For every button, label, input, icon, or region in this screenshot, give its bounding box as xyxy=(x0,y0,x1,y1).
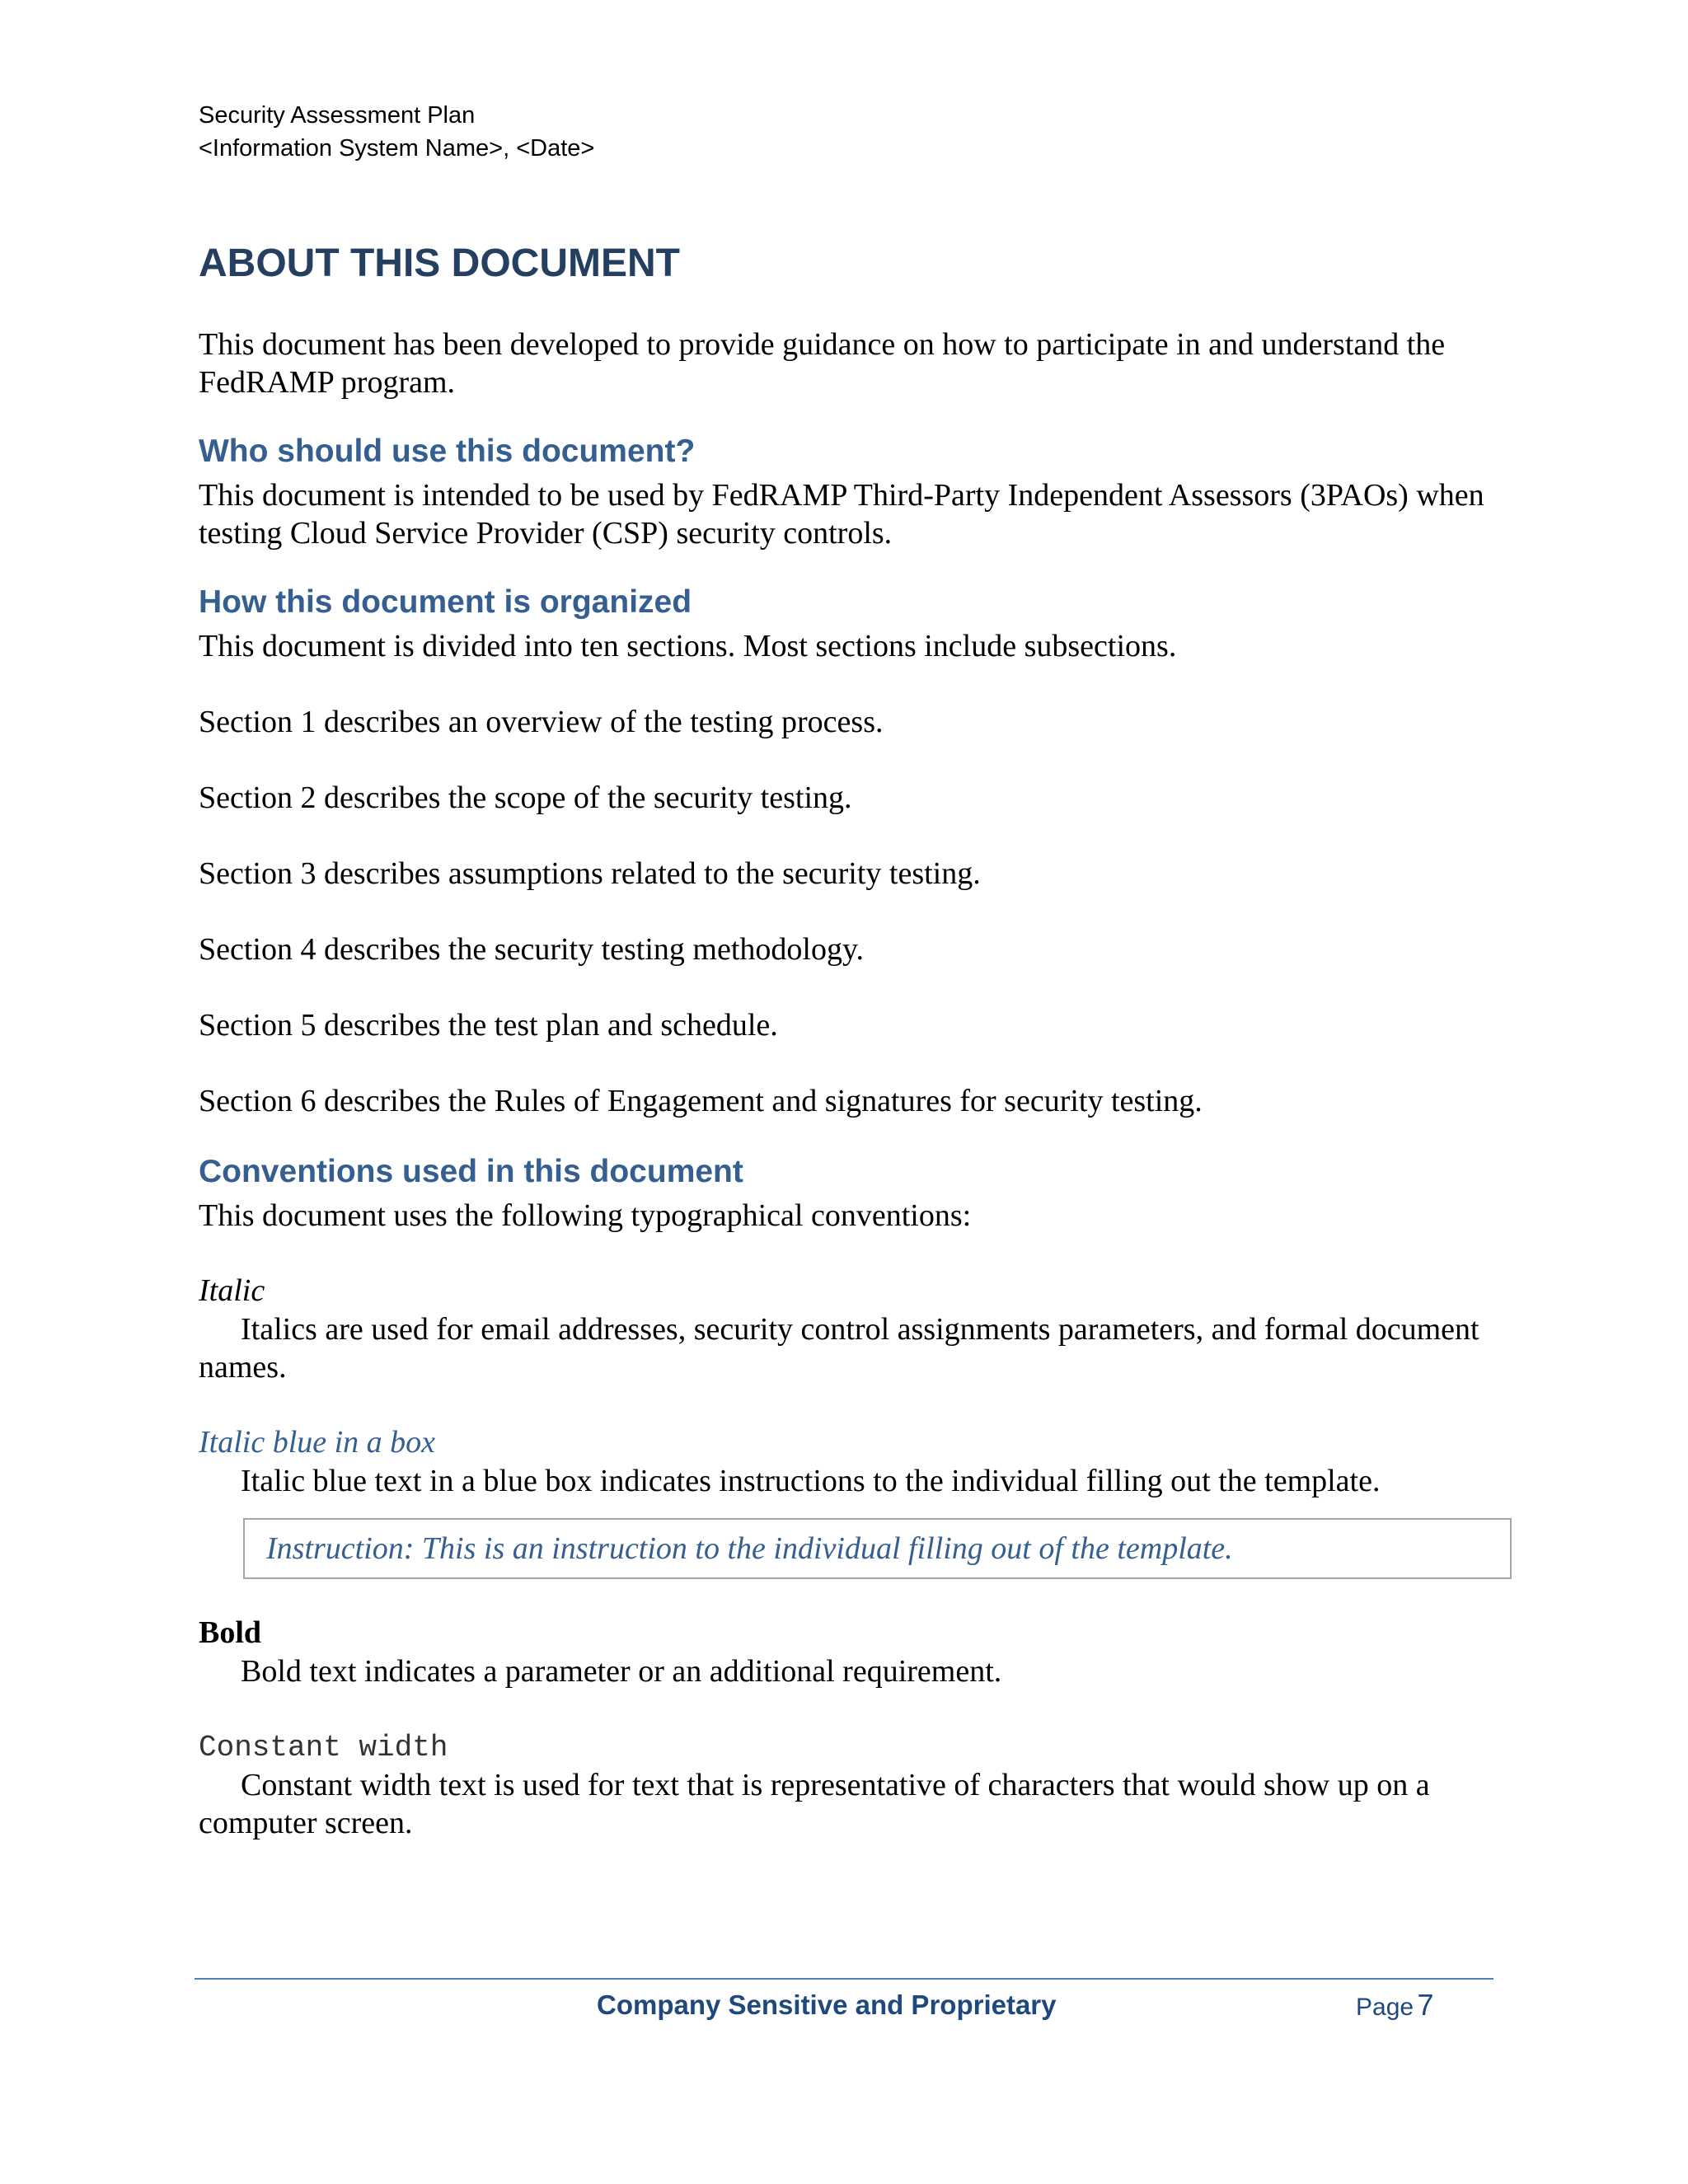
page-label: Page xyxy=(1356,1994,1414,2021)
section-line: Section 5 describes the test plan and schedule. xyxy=(199,1008,778,1043)
convention-blue-desc: Italic blue text in a blue box indicates instructions to the individual filling out the template. xyxy=(241,1464,1381,1498)
heading-who-should-use: Who should use this document? xyxy=(199,434,696,469)
instruction-box: Instruction: This is an instruction to the individual filling out of the template. xyxy=(243,1518,1512,1579)
section-line: Section 2 describes the scope of the security testing. xyxy=(199,780,852,815)
section-line: Section 6 describes the Rules of Engagement and signatures for security testing. xyxy=(199,1084,1203,1118)
footer-divider xyxy=(195,1978,1493,1980)
organized-intro: This document is divided into ten sections. Most sections include subsections. xyxy=(199,629,1177,663)
page-title: ABOUT THIS DOCUMENT xyxy=(199,241,680,285)
convention-blue-term: Italic blue in a box xyxy=(199,1425,436,1460)
section-line: Section 1 describes an overview of the testing process. xyxy=(199,705,884,739)
convention-bold-term: Bold xyxy=(199,1615,262,1650)
running-header-subtitle: <Information System Name>, <Date> xyxy=(199,135,595,162)
convention-mono-desc: Constant width text is used for text that is representative of characters that would show up on a computer screen. xyxy=(199,1768,1430,1840)
convention-mono-term: Constant width xyxy=(199,1731,448,1765)
convention-italic-term: Italic xyxy=(199,1273,265,1308)
who-paragraph: This document is intended to be used by FedRAMP Third-Party Independent Assessors (3PAOs) when testing Cloud Service Provider (CSP) security controls. xyxy=(199,478,1484,551)
running-header-title: Security Assessment Plan xyxy=(199,102,476,129)
conventions-intro: This document uses the following typographical conventions: xyxy=(199,1198,972,1233)
footer-confidentiality: Company Sensitive and Proprietary xyxy=(597,1990,1057,2020)
intro-paragraph: This document has been developed to provide guidance on how to participate in and understand the FedRAMP program. xyxy=(199,327,1446,400)
heading-conventions: Conventions used in this document xyxy=(199,1154,743,1189)
convention-italic-desc: Italics are used for email addresses, security control assignments parameters, and formal document names. xyxy=(199,1312,1479,1385)
heading-how-organized: How this document is organized xyxy=(199,584,692,620)
footer-page-number xyxy=(1356,1988,1434,2022)
section-line: Section 3 describes assumptions related to the security testing. xyxy=(199,856,981,891)
section-line: Section 4 describes the security testing methodology. xyxy=(199,932,864,967)
page-number: 7 xyxy=(1417,1988,1434,2022)
convention-bold-desc: Bold text indicates a parameter or an additional requirement. xyxy=(241,1654,1002,1689)
